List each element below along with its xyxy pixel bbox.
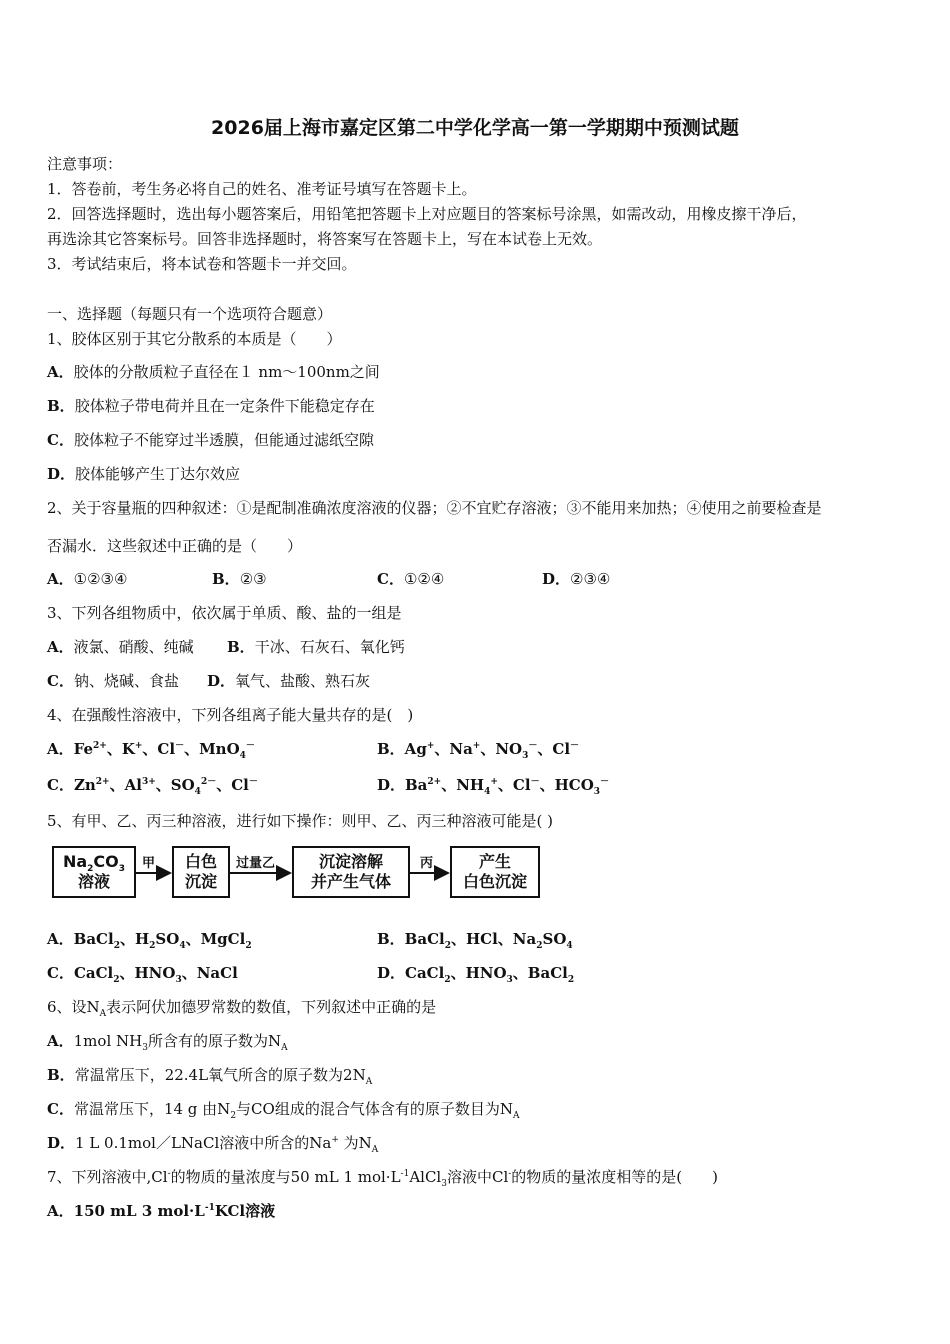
q6-stem: 6、设$N_A$表示阿伏加德罗常数的数值，下列叙述中正确的是 bbox=[47, 998, 437, 1019]
q5-flow-diagram bbox=[52, 842, 544, 904]
q5-option-a: A．BaCl$_2$、$H_2SO_4$、MgCl$_2$ bbox=[47, 930, 252, 951]
flow-box-produce-white-precipitate: 产生 白色沉淀 bbox=[450, 846, 540, 898]
q1-option-b: B．胶体粒子带电荷并且在一定条件下能稳定存在 bbox=[47, 397, 375, 415]
q7-stem: 7、下列溶液中,Cl-的物质的量浓度与50 mL 1 $mol\cdot L^{-1}AlCl_3$溶液中Cl-的物质的量浓度相等的是( ) bbox=[47, 1168, 719, 1189]
q7-option-a: A．150 mL 3 $mol\cdot L^{-1}KCl$溶液 bbox=[47, 1202, 276, 1220]
notice-item-1: 1．答卷前，考生务必将自己的姓名、准考证号填写在答题卡上。 bbox=[47, 180, 477, 198]
flow-label-jia: 甲 bbox=[142, 856, 156, 871]
q1-option-d: D．胶体能够产生丁达尔效应 bbox=[47, 465, 241, 483]
q4-option-d: D．$Ba^{2+}$、$NH_4^+$、Cl－、$HCO_3^-$ bbox=[377, 776, 610, 797]
q2-option-c: C．①②④ bbox=[377, 570, 445, 588]
q3-option-c: C．钠、烧碱、食盐 bbox=[47, 672, 179, 690]
q2-option-b: B．②③ bbox=[212, 570, 267, 588]
notice-item-2-cont: 再选涂其它答案标号。回答非选择题时，将答案写在答题卡上，写在本试卷上无效。 bbox=[47, 230, 603, 248]
q5-option-c: C．CaCl$_2$、$HNO_3$、NaCl bbox=[47, 964, 238, 985]
flow-box-dissolve-gas: 沉淀溶解 并产生气体 bbox=[292, 846, 410, 898]
q6-option-a: A．1mol $NH_3$所含有的原子数为$N_A$ bbox=[47, 1032, 288, 1053]
q4-option-b: B．Ag+、Na+、$NO_3^-$、Cl－ bbox=[377, 740, 580, 761]
q4-option-a: A．$Fe^{2+}$、K+、Cl－、MnO$_4$－ bbox=[47, 740, 255, 761]
q2-option-a: A．①②③④ bbox=[47, 570, 128, 588]
q3-stem: 3、下列各组物质中，依次属于单质、酸、盐的一组是 bbox=[47, 604, 402, 622]
q2-option-d: D．②③④ bbox=[542, 570, 611, 588]
q1-option-c: C．胶体粒子不能穿过半透膜，但能通过滤纸空隙 bbox=[47, 431, 374, 449]
q4-option-c: C．$Zn^{2+}$、$Al^{3+}$、$SO_4^{2-}$、Cl－ bbox=[47, 776, 258, 797]
section-heading: 一、选择题（每题只有一个选项符合题意） bbox=[47, 305, 333, 323]
q3-option-b: B．干冰、石灰石、氧化钙 bbox=[227, 638, 405, 656]
q2-stem-line1: 2、关于容量瓶的四种叙述：①是配制准确浓度溶液的仪器；②不宜贮存溶液；③不能用来加热；④使用之前要检查是 bbox=[47, 499, 822, 517]
q1-option-a: A．胶体的分散质粒子直径在１ nm～100nm之间 bbox=[47, 363, 380, 381]
q2-stem-line2: 否漏水．这些叙述中正确的是（ ） bbox=[47, 537, 303, 555]
notice-item-2: 2．回答选择题时，选出每小题答案后，用铅笔把答题卡上对应题目的答案标号涂黑，如需改动，用橡皮擦干净后， bbox=[47, 205, 807, 223]
q5-stem: 5、有甲、乙、丙三种溶液，进行如下操作：则甲、乙、丙三种溶液可能是( ) bbox=[47, 812, 554, 830]
flow-label-bing: 丙 bbox=[420, 856, 434, 871]
q5-option-b: B．BaCl$_2$、HCl、$Na_2SO_4$ bbox=[377, 930, 573, 951]
q5-option-d: D．CaCl$_2$、$HNO_3$、BaCl$_2$ bbox=[377, 964, 575, 985]
flow-box-na2co3: $Na_2CO_3$ 溶液 bbox=[52, 846, 136, 898]
q6-option-c: C．常温常压下，14 g 由$N_2$与CO组成的混合气体含有的原子数目为$N_A$ bbox=[47, 1100, 520, 1121]
q1-stem: 1、胶体区别于其它分散系的本质是（ ） bbox=[47, 330, 342, 348]
notice-heading: 注意事项： bbox=[47, 155, 123, 173]
flow-box-white-precipitate: 白色 沉淀 bbox=[172, 846, 230, 898]
q6-option-d: D．1 L 0.1mol／LNaCl溶液中所含的Na+ 为$N_A$ bbox=[47, 1134, 379, 1155]
q4-stem: 4、在强酸性溶液中，下列各组离子能大量共存的是( ) bbox=[47, 706, 414, 724]
page-title: 2026届上海市嘉定区第二中学化学高一第一学期期中预测试题 bbox=[211, 117, 739, 139]
flow-label-excess-yi: 过量乙 bbox=[236, 856, 276, 871]
notice-item-3: 3．考试结束后，将本试卷和答题卡一并交回。 bbox=[47, 255, 357, 273]
q3-option-a: A．液氯、硝酸、纯碱 bbox=[47, 638, 194, 656]
q6-option-b: B．常温常压下，22.4L氧气所含的原子数为$2N_A$ bbox=[47, 1066, 373, 1087]
q3-option-d: D．氧气、盐酸、熟石灰 bbox=[207, 672, 371, 690]
